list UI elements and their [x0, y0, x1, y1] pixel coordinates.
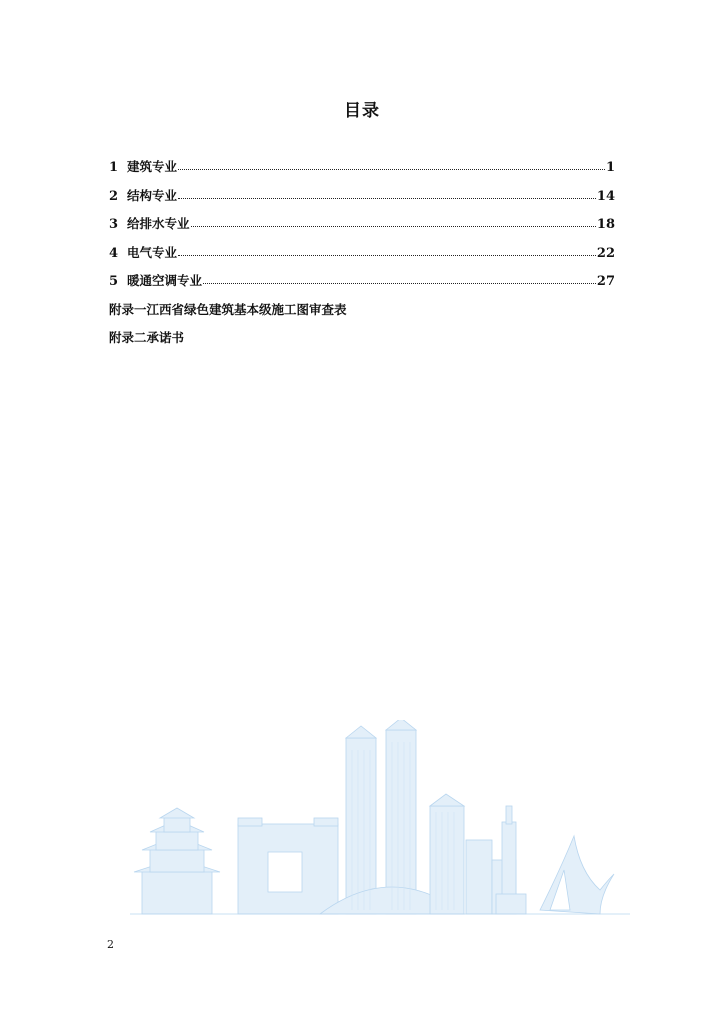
toc-entry-number: 2 [109, 188, 119, 204]
toc-dot-leader [203, 273, 596, 284]
sail-structure [540, 836, 614, 914]
page-title: 目录 [344, 101, 380, 121]
toc-entry[interactable] [109, 271, 615, 300]
toc-dot-leader [191, 216, 596, 227]
toc-entry-page: 18 [596, 217, 615, 232]
toc-entry-number: 4 [109, 245, 119, 261]
toc-entry-page: 27 [596, 274, 615, 289]
gate-building [238, 818, 338, 914]
toc-entry-page: 1 [605, 160, 615, 175]
toc-entry-label: 暖通空调专业 [127, 273, 203, 288]
city-skyline-illustration [130, 720, 630, 920]
toc-entry-number: 3 [109, 217, 119, 232]
toc-entry-page: 14 [596, 188, 615, 204]
toc-entry-label: 电气专业 [127, 244, 178, 260]
toc-entry-number: 5 [109, 274, 119, 289]
toc-entry-label: 结构专业 [127, 187, 178, 203]
toc-dot-leader [178, 188, 596, 199]
toc-entry-number: 1 [109, 160, 119, 175]
toc-entry[interactable] [109, 243, 615, 272]
toc-dot-leader [178, 159, 605, 170]
toc-entry[interactable] [109, 214, 615, 243]
toc-entry-page: 22 [596, 245, 615, 261]
toc-entry-label: 建筑专业 [127, 159, 178, 174]
toc-entry[interactable] [109, 157, 615, 186]
twin-towers [346, 720, 416, 914]
table-of-contents [109, 157, 615, 357]
page-number: 2 [107, 938, 114, 951]
toc-appendix-1[interactable]: 附录一江西省绿色建筑基本级施工图审查表 [109, 301, 347, 317]
toc-entry[interactable] [109, 186, 615, 215]
pavilion-building [134, 808, 220, 914]
toc-appendix-2[interactable]: 附录二承诺书 [109, 330, 185, 345]
toc-dot-leader [178, 245, 596, 256]
toc-entry-label: 给排水专业 [127, 216, 190, 231]
